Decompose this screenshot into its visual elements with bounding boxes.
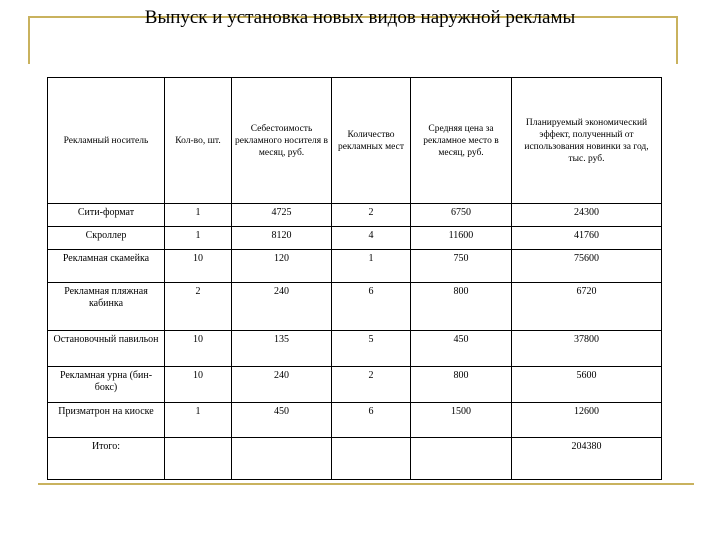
table-cell: 8120 — [232, 226, 332, 249]
table-cell: 12600 — [512, 402, 662, 437]
table-cell-empty — [332, 438, 411, 480]
table-cell: 75600 — [512, 249, 662, 282]
table-row — [48, 283, 662, 331]
table-cell: Сити-формат — [48, 204, 165, 227]
table-cell: 2 — [165, 283, 232, 331]
header-cell: Рекламный носитель — [48, 78, 165, 204]
table-cell: 240 — [232, 367, 332, 402]
table-cell-empty — [232, 438, 332, 480]
table-cell: 2 — [332, 204, 411, 227]
table-cell: 450 — [411, 331, 512, 367]
table-cell-empty — [165, 438, 232, 480]
table-row — [48, 367, 662, 402]
table-cell: 750 — [411, 249, 512, 282]
total-value: 204380 — [512, 438, 662, 480]
table-cell: 1 — [165, 226, 232, 249]
table-cell: 135 — [232, 331, 332, 367]
table-cell: 6 — [332, 283, 411, 331]
header-cell: Планируемый экономический эффект, полученный от использования новинки за год, тыс. руб. — [512, 78, 662, 204]
table-row — [48, 402, 662, 437]
table-cell: Рекламная пляжная кабинка — [48, 283, 165, 331]
table-cell: 24300 — [512, 204, 662, 227]
slide-title: Выпуск и установка новых видов наружной рекламы — [144, 7, 576, 28]
advertising-table — [47, 77, 662, 480]
table-cell: 11600 — [411, 226, 512, 249]
table-cell: 1500 — [411, 402, 512, 437]
table-cell: 6750 — [411, 204, 512, 227]
table-cell: 10 — [165, 249, 232, 282]
header-cell: Средняя цена за рекламное место в месяц, руб. — [411, 78, 512, 204]
table-header-row — [48, 78, 662, 204]
total-row — [48, 438, 662, 480]
table-cell: Рекламная урна (бин-бокс) — [48, 367, 165, 402]
decorative-bottom-line — [38, 483, 694, 485]
table-cell: 240 — [232, 283, 332, 331]
table-cell: 4725 — [232, 204, 332, 227]
table-cell: 1 — [165, 402, 232, 437]
table-cell: 800 — [411, 283, 512, 331]
table-cell: Призматрон на киоске — [48, 402, 165, 437]
table-row — [48, 204, 662, 227]
table-cell: Скроллер — [48, 226, 165, 249]
header-cell: Себестоимость рекламного носителя в месяц, руб. — [232, 78, 332, 204]
table-cell: 5 — [332, 331, 411, 367]
table-cell: 10 — [165, 331, 232, 367]
table-cell: 1 — [332, 249, 411, 282]
table-cell: Рекламная скамейка — [48, 249, 165, 282]
table-cell: 5600 — [512, 367, 662, 402]
table-cell: 41760 — [512, 226, 662, 249]
table-row — [48, 249, 662, 282]
table-cell: 800 — [411, 367, 512, 402]
header-cell: Количество рекламных мест — [332, 78, 411, 204]
table-cell: 10 — [165, 367, 232, 402]
table-cell: Остановочный павильон — [48, 331, 165, 367]
table-cell: 4 — [332, 226, 411, 249]
table-cell: 2 — [332, 367, 411, 402]
table-cell-empty — [411, 438, 512, 480]
table-cell: 1 — [165, 204, 232, 227]
table-row — [48, 331, 662, 367]
total-label: Итого: — [48, 438, 165, 480]
table-cell: 120 — [232, 249, 332, 282]
table-cell: 450 — [232, 402, 332, 437]
table-row — [48, 226, 662, 249]
table-cell: 6 — [332, 402, 411, 437]
table-cell: 6720 — [512, 283, 662, 331]
header-cell: Кол-во, шт. — [165, 78, 232, 204]
table-cell: 37800 — [512, 331, 662, 367]
